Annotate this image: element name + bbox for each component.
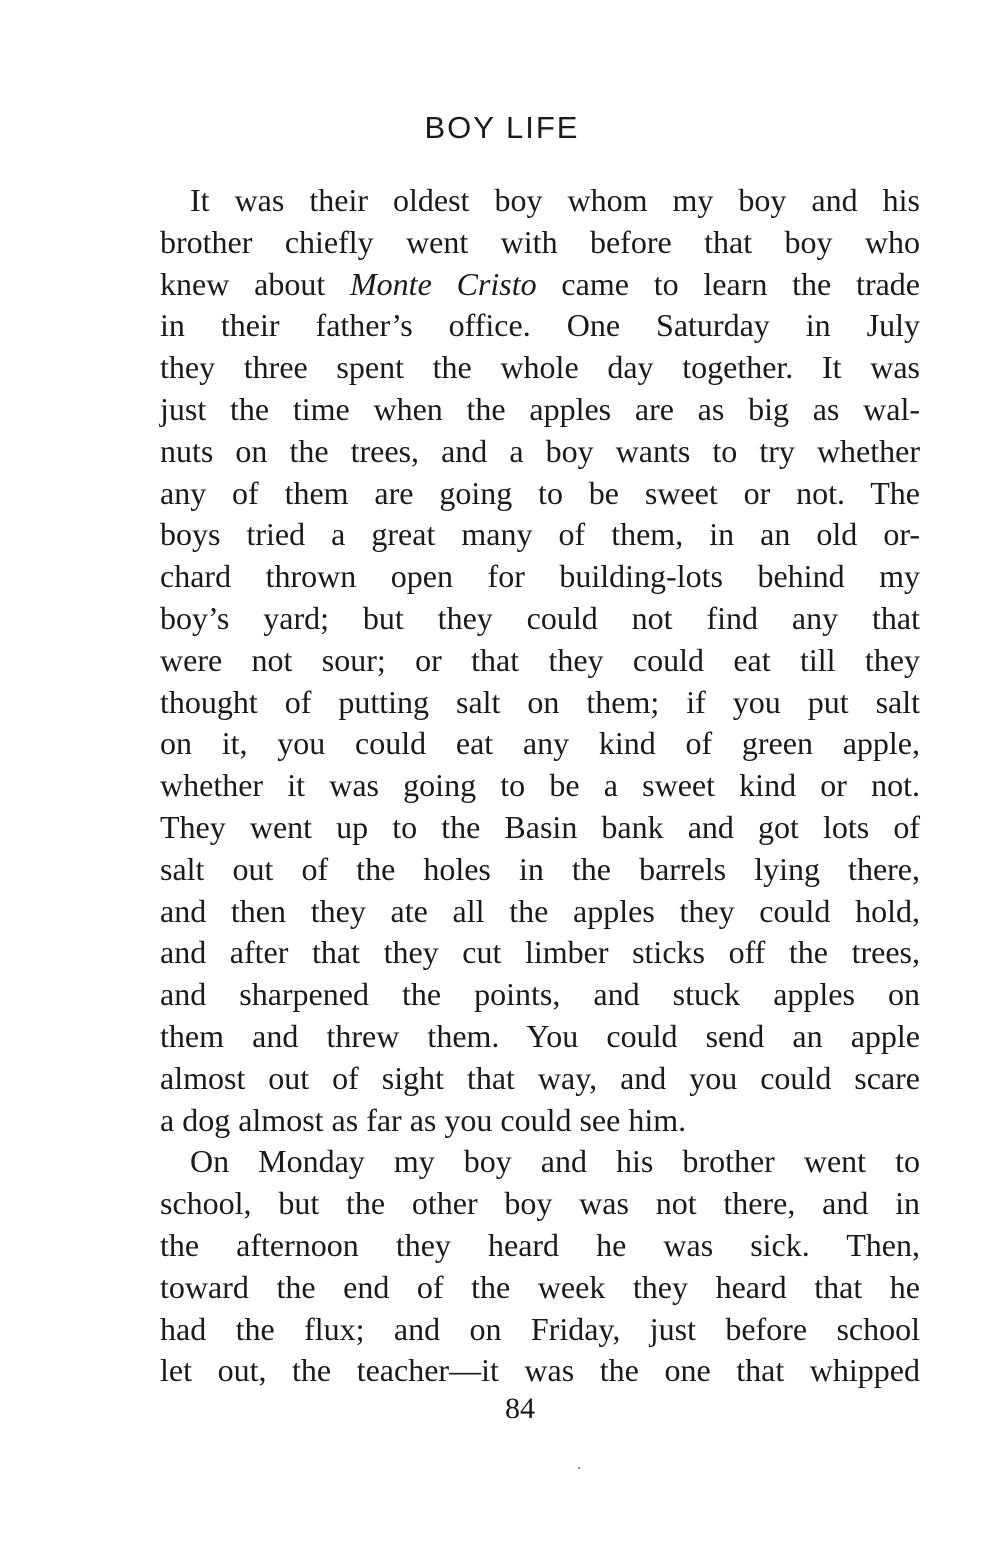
text-line: let out, the teacher—it was the one that whipped <box>160 1352 920 1389</box>
text-line: on it, you could eat any kind of green apple, <box>160 725 920 762</box>
page-number: 84 <box>505 1392 535 1425</box>
text-line: knew about Monte Cristo came to learn the trade <box>160 265 921 302</box>
text-line: they three spent the whole day together. It was <box>160 349 920 386</box>
text-line: had the flux; and on Friday, just before school <box>160 1310 920 1347</box>
body-text <box>160 180 920 1392</box>
running-head: BOY LIFE <box>424 110 580 145</box>
text-line: a dog almost as far as you could see him. <box>160 1101 687 1138</box>
text-line: any of them are going to be sweet or not. The <box>160 474 920 511</box>
text-line: just the time when the apples are as big as wal- <box>160 390 920 427</box>
text-line: the afternoon they heard he was sick. Then, <box>160 1226 920 1263</box>
text-line: boys tried a great many of them, in an old or- <box>160 516 920 553</box>
text-line: and sharpened the points, and stuck apples on <box>160 976 920 1013</box>
text-line: them and threw them. You could send an apple <box>160 1017 920 1054</box>
text-line: toward the end of the week they heard that he <box>160 1268 920 1305</box>
text-line: boy’s yard; but they could not find any that <box>160 599 920 636</box>
text-line: brother chiefly went with before that boy who <box>160 223 920 260</box>
text-line: chard thrown open for building-lots behind my <box>160 558 920 595</box>
text-line: whether it was going to be a sweet kind or not. <box>160 767 920 804</box>
text-line: in their father’s office. One Saturday in July <box>160 307 920 344</box>
text-line: and after that they cut limber sticks off the trees, <box>160 934 920 971</box>
text-line: were not sour; or that they could eat till they <box>160 641 920 678</box>
text-line: It was their oldest boy whom my boy and his <box>190 182 920 218</box>
text-line: salt out of the holes in the barrels lying there, <box>160 850 920 887</box>
text-line: On Monday my boy and his brother went to <box>190 1143 920 1180</box>
text-line: almost out of sight that way, and you could scare <box>160 1059 920 1096</box>
text-line: They went up to the Basin bank and got lots of <box>160 808 920 845</box>
text-line: nuts on the trees, and a boy wants to try whether <box>160 432 920 469</box>
text-line: school, but the other boy was not there, and in <box>160 1185 920 1222</box>
text-line: and then they ate all the apples they could hold, <box>160 892 920 929</box>
print-speck <box>578 1467 580 1469</box>
text-line: thought of putting salt on them; if you put salt <box>160 683 920 720</box>
